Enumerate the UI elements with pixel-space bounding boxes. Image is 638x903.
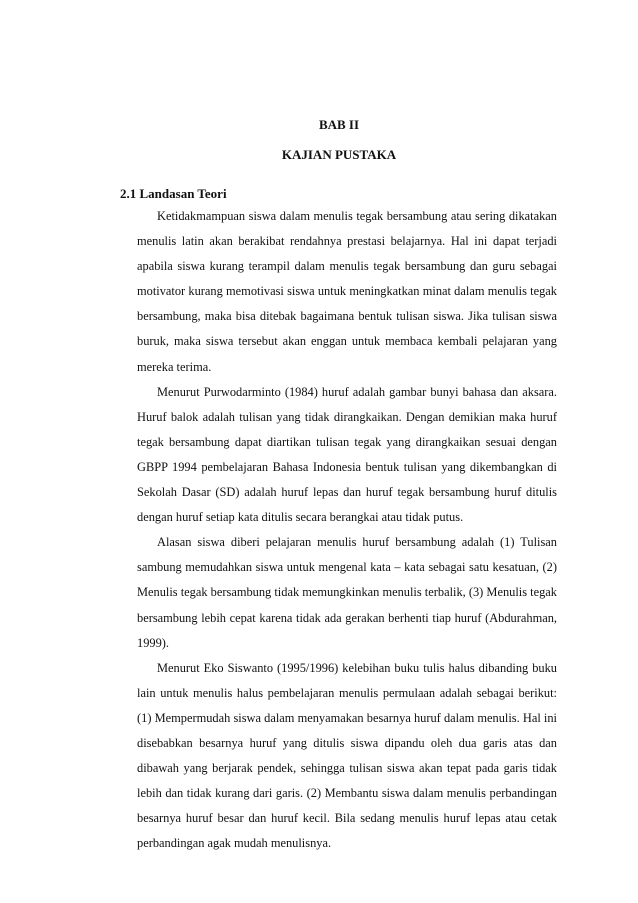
chapter-title: KAJIAN PUSTAKA (281, 147, 397, 162)
paragraph: Alasan siswa diberi pelajaran menulis huruf bersambung adalah (1) Tulisan sambung memudahkan siswa untuk mengenal kata – kata sebagai satu kesatuan, (2) Menulis tegak bersambung tidak memungkinkan menulis terbalik, (3) Menulis tegak bersambung lebih cepat karena tidak ada gerakan berhenti tiap huruf (Abdurahman, 1999). (137, 535, 557, 650)
chapter-header (0, 117, 638, 163)
paragraph: Ketidakmampuan siswa dalam menulis tegak bersambung atau sering dikatakan menulis latin akan berakibat rendahnya prestasi belajarnya. Hal ini dapat terjadi apabila siswa kurang terampil dalam menulis tegak bersambung dan guru sebagai motivator kurang memotivasi siswa untuk meningkatkan minat dalam menulis tegak bersambung, maka bisa ditebak bagaimana bentuk tulisan siswa. Jika tulisan siswa buruk, maka siswa tersebut akan enggan untuk membaca kembali pelajaran yang mereka terima. (137, 209, 557, 374)
body-text (137, 204, 557, 856)
paragraph: Menurut Purwodarminto (1984) huruf adalah gambar bunyi bahasa dan aksara. Huruf balok adalah tulisan yang tidak dirangkaikan. Dengan demikian maka huruf tegak bersambung dapat diartikan tulisan tegak yang dirangkaikan sesuai dengan GBPP 1994 pembelajaran Bahasa Indonesia bentuk tulisan yang dikembangkan di Sekolah Dasar (SD) adalah huruf lepas dan huruf tegak bersambung huruf ditulis dengan huruf setiap kata ditulis secara berangkai atau tidak putus. (137, 384, 557, 525)
paragraph: Menurut Eko Siswanto (1995/1996) kelebihan buku tulis halus dibanding buku lain untuk menulis halus pembelajaran menulis permulaan adalah sebagai berikut: (1) Mempermudah siswa dalam menyamakan besarnya huruf dalam menulis. Hal ini disebabkan besarnya huruf yang ditulis siswa dipandu oleh dua garis atas dan dibawah yang berjarak pendek, sehingga tulisan siswa akan tepat pada garis tidak lebih dan tidak kurang dari garis. (2) Membantu siswa dalam menulis perbandingan besarnya huruf besar dan huruf kecil. Bila sedang menulis huruf lepas atau cetak perbandingan agak mudah menulisnya. (137, 660, 557, 851)
section-heading: 2.1 Landasan Teori (120, 186, 227, 201)
chapter-number: BAB II (318, 117, 360, 132)
